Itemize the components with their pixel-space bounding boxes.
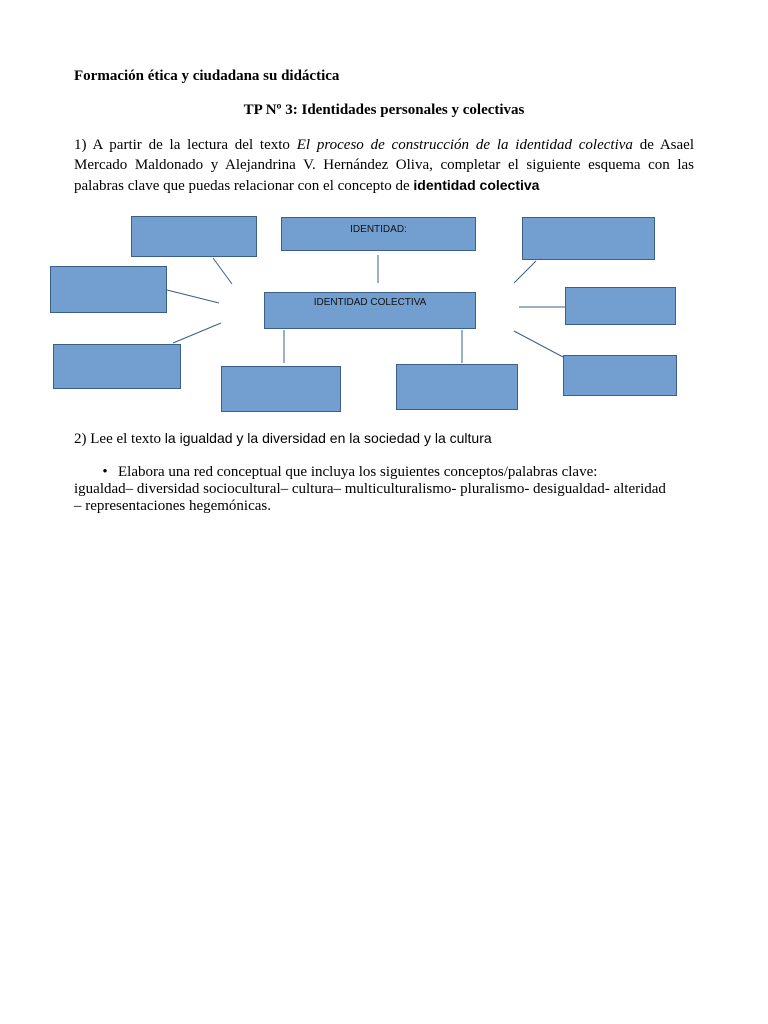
blank-box-top-right[interactable] [522,217,655,260]
course-title: Formación ética y ciudadana su didáctica [74,68,340,84]
blank-box-bottom-right[interactable] [563,355,677,396]
bullet-line-3: – representaciones hegemónicas. [74,498,271,514]
bullet-item [74,464,694,515]
connector-top-left [213,258,232,284]
blank-box-bottom-center-right[interactable] [396,364,518,410]
concept-diagram [0,200,768,420]
question-1-text-title: El proceso de construcción de la identidad colectiva [296,137,633,153]
assignment-title: TP Nº 3: Identidades personales y colectivas [243,102,525,118]
connector-top-right [514,261,536,283]
identity-box[interactable] [281,217,476,251]
question-2-text: la igualdad y la diversidad en la sociedad y la cultura [164,430,492,446]
collective-identity-label: IDENTIDAD COLECTIVA [313,297,427,308]
blank-box-left[interactable] [50,266,167,313]
bullet-line-2: igualdad– diversidad sociocultural– cultura– multiculturalismo- pluralismo- desigualdad- alteridad [74,481,666,497]
collective-identity-box [264,292,476,329]
blank-box-right[interactable] [565,287,676,325]
question-1-middle: de Asael Mercado Maldonado y Alejandrina V. Hernández Oliva, completar el siguiente esquema con las palabras clave que puedas relacionar con el concepto de [74,137,694,194]
question-1-bold-term: identidad colectiva [413,177,540,193]
connector-bottom-left [173,323,221,343]
question-2 [74,430,492,448]
question-1 [74,135,694,196]
bullet-line-1 [74,464,694,481]
bullet-symbol: • [102,464,108,480]
blank-box-top-left[interactable] [131,216,257,257]
blank-box-bottom-left[interactable] [53,344,181,389]
identity-label: IDENTIDAD: [350,224,407,235]
blank-box-bottom-center-left[interactable] [221,366,341,412]
bullet-text-1: Elabora una red conceptual que incluya los siguientes conceptos/palabras clave: [118,464,598,480]
question-1-prefix: 1) A partir de la lectura del texto [74,137,297,153]
connector-bottom-right [514,331,563,357]
question-2-prefix: 2) Lee el texto [74,431,165,447]
connector-left [167,290,219,303]
